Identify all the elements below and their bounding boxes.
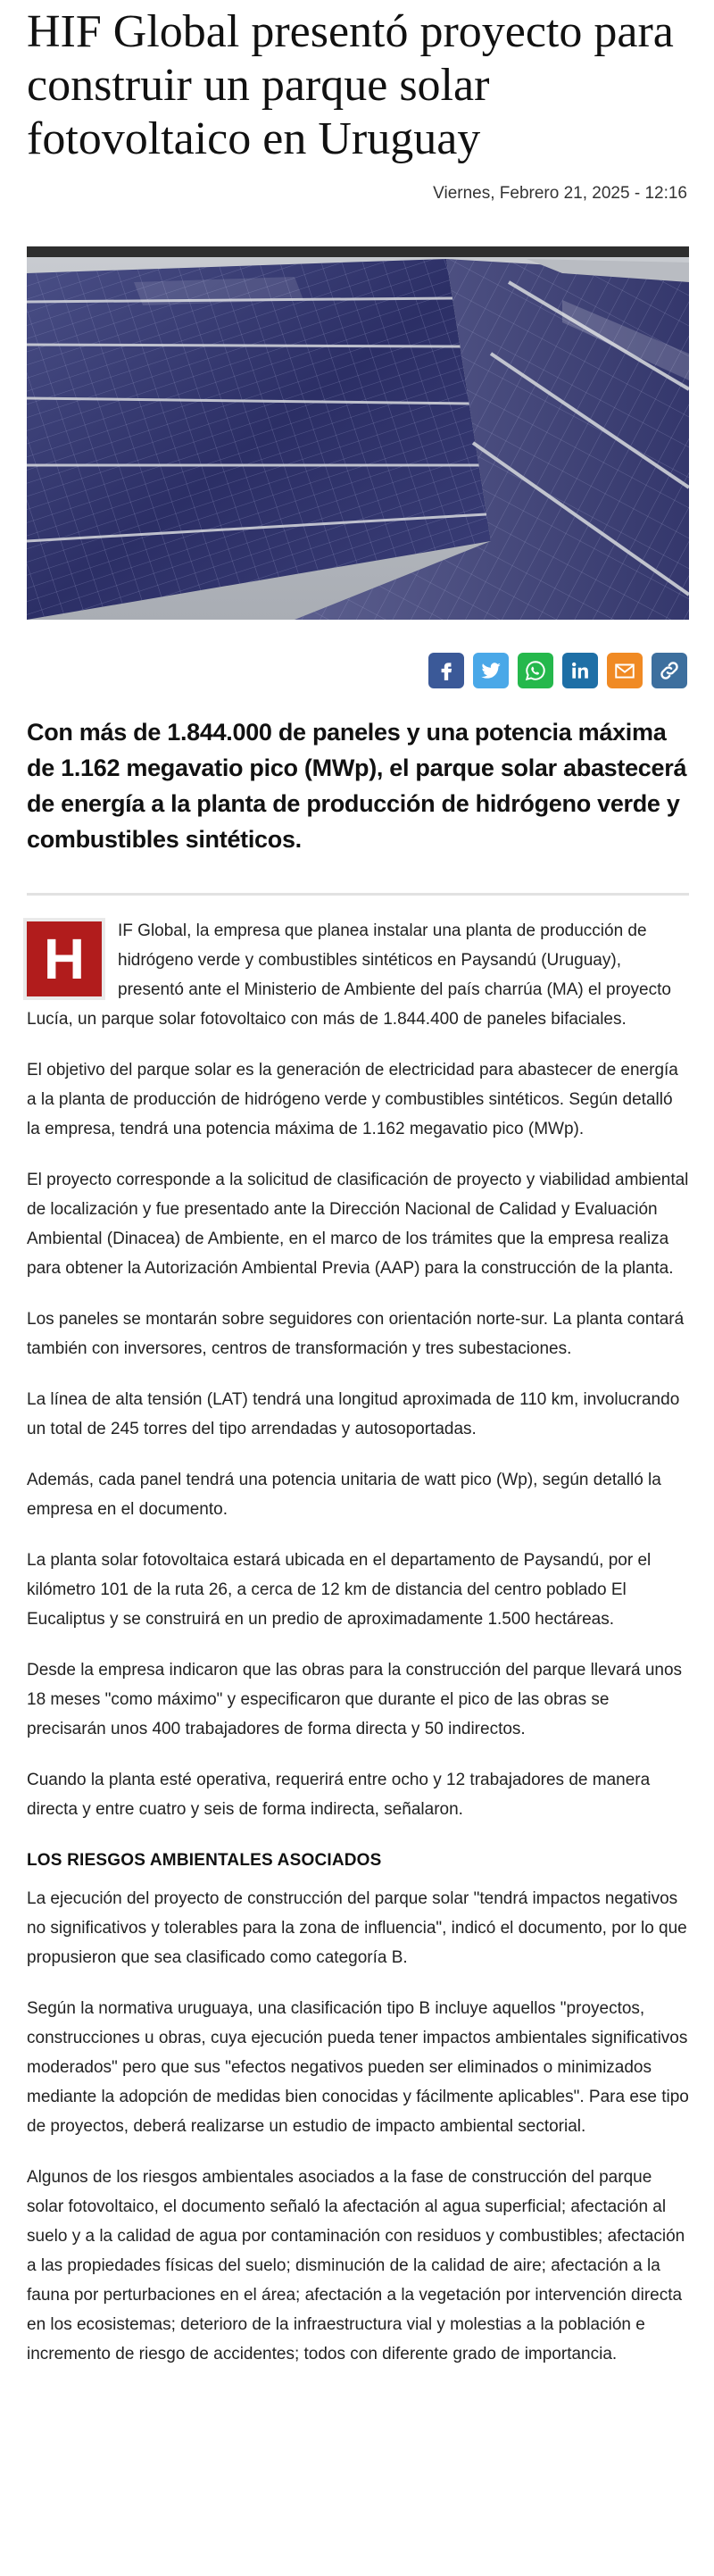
section-subhead: LOS RIESGOS AMBIENTALES ASOCIADOS [27,1851,382,1870]
first-paragraph [27,916,689,1034]
share-bar [428,653,687,688]
whatsapp-icon [524,659,547,682]
lead-divider [27,893,689,896]
paragraph: Además, cada panel tendrá una potencia unitaria de watt pico (Wp), según detalló la empresa en el documento. [27,1471,661,1519]
article-body [27,916,689,2390]
email-icon [613,659,636,682]
link-icon [658,659,681,682]
article-lead: Con más de 1.844.000 de paneles y una potencia máxima de 1.162 megavatio pico (MWp), el parque solar abastecerá de energía a la planta de producción de hidrógeno verde y combustibles sintéticos. [27,719,687,853]
paragraph: Cuando la planta esté operativa, requerirá entre ocho y 12 trabajadores de manera directa y entre cuatro y seis de forma indirecta, señalaron. [27,1771,651,1819]
share-facebook-button[interactable] [428,653,464,688]
hero-image [27,246,689,620]
article-dateline: Viernes, Febrero 21, 2025 - 12:16 [433,184,687,203]
share-link-button[interactable] [652,653,687,688]
share-linkedin-button[interactable] [562,653,598,688]
paragraph: El proyecto corresponde a la solicitud de clasificación de proyecto y viabilidad ambiental de localización y fue presentado ante la Dirección Nacional de Calidad y Evaluación Ambiental (Dinacea) de Ambiente, en el marco de los trámites que la empresa realiza para obtener la Autorización Ambiental Previa (AAP) para la construcción de la planta. [27,1171,689,1278]
paragraph: Según la normativa uruguaya, una clasificación tipo B incluye aquellos "proyectos, construcciones u obras, cuya ejecución pueda tener impactos ambientales significativos moderados" pero que sus "efectos negativos pueden ser eliminados o minimizados mediante la adopción de medidas bien conocidas y fácilmente aplicables". Para ese tipo de proyectos, deberá realizarse un estudio de impacto ambiental sectorial. [27,1999,689,2136]
paragraph: IF Global, la empresa que planea instalar una planta de producción de hidrógeno verde y combustibles sintéticos en Paysandú (Uruguay), presentó ante el Ministerio de Ambiente del país charrúa (MA) el proyecto Lucía, un parque solar fotovoltaico con más de 1.844.400 de paneles bifaciales. [27,921,671,1029]
facebook-icon [435,659,458,682]
paragraph: Algunos de los riesgos ambientales asociados a la fase de construcción del parque solar fotovoltaico, el documento señaló la afectación al agua superficial; afectación al suelo y a la calidad de agua por contaminación con residuos y combustibles; afectación a las propiedades físicas del suelo; disminución de la calidad de aire; afectación a la fauna por perturbaciones en el área; afectación a la vegetación por intervención directa en los ecosistemas; deterioro de la infraestructura vial y molestias a la población e incremento de riesgo de accidentes; todos con diferente grado de importancia. [27,2168,685,2363]
linkedin-icon [569,659,592,682]
twitter-icon [479,659,502,682]
share-twitter-button[interactable] [473,653,509,688]
share-email-button[interactable] [607,653,643,688]
paragraph: Desde la empresa indicaron que las obras para la construcción del parque llevará unos 18 meses "como máximo" y especificaron que durante el pico de las obras se precisarán unos 400 trabajadores de forma directa y 50 indirectos. [27,1661,683,1738]
article-title: HIF Global presentó proyecto para construir un parque solar fotovoltaico en Uruguay [27,6,674,164]
paragraph: La línea de alta tensión (LAT) tendrá una longitud aproximada de 110 km, involucrando un total de 245 torres del tipo arrendadas y autosoportadas. [27,1390,680,1438]
paragraph: Los paneles se montarán sobre seguidores con orientación norte-sur. La planta contará también con inversores, centros de transformación y tres subestaciones. [27,1310,685,1358]
share-whatsapp-button[interactable] [518,653,553,688]
paragraph: La ejecución del proyecto de construcción del parque solar "tendrá impactos negativos no significativos y tolerables para la zona de influencia", indicó el documento, por lo que propusieron que sea clasificado como categoría B. [27,1889,687,1967]
solar-panels-photo [27,246,689,620]
paragraph: La planta solar fotovoltaica estará ubicada en el departamento de Paysandú, por el kilómetro 101 de la ruta 26, a cerca de 12 km de distancia del centro poblado El Eucaliptus y se construirá en un predio de aproximadamente 1.500 hectáreas. [27,1551,652,1629]
paragraph: El objetivo del parque solar es la generación de electricidad para abastecer de energía a la planta de producción de hidrógeno verde y combustibles sintéticos. Según detalló la empresa, tendrá una potencia máxima de 1.162 megavatio pico (MWp). [27,1061,678,1138]
dropcap-letter: H [27,921,102,996]
